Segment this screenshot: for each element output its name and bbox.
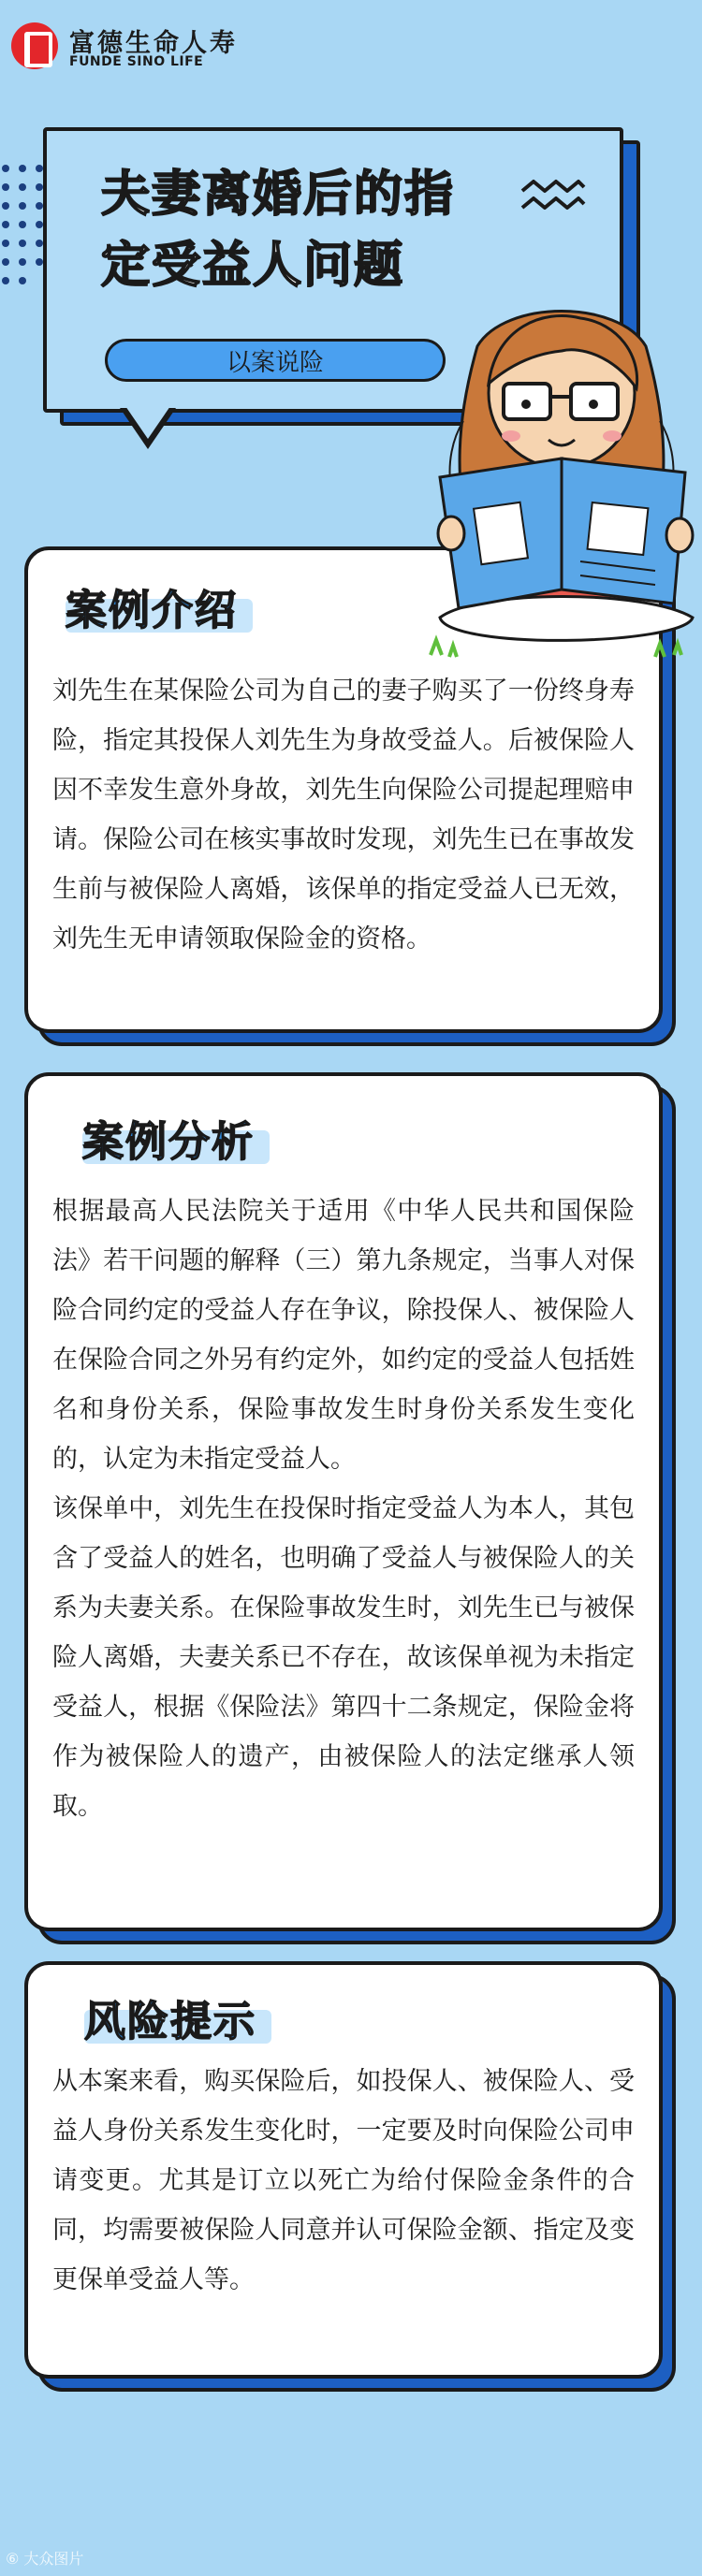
paragraph: 刘先生在某保险公司为自己的妻子购买了一份终身寿险，指定其投保人刘先生为身故受益人。后被保险人因不幸发生意外身故，刘先生向保险公司提起理赔申请。保险公司在核实事故时发现，刘先生已在事故发生前与被保险人离婚，该保单的指定受益人已无效，刘先生无申请领取保险金的资格。 [52, 677, 635, 953]
brand-name-en: FUNDE SINO LIFE [69, 54, 204, 69]
risk-tips-heading: 风险提示 [84, 1998, 256, 2045]
paragraph: 该保单中，刘先生在投保时指定受益人为本人，其包含了受益人的姓名，也明确了受益人与被保险人的关系为夫妻关系。在保险事故发生时，刘先生已与被保险人离婚，夫妻关系已不存在，故该保单视为未指定受益人，根据《保险法》第四十二条规定，保险金将作为被保险人的遗产，由被保险人的法定继承人领取。 [52, 1494, 635, 1821]
dot-pattern-decoration [0, 161, 43, 292]
watermark-text: ⑥ 大众图片 [6, 2550, 84, 2568]
case-analysis-body [52, 1186, 635, 1831]
girl-reading-illustration [421, 281, 702, 674]
zigzag-icon [520, 174, 586, 221]
title-tag: 以案说险 [105, 339, 446, 382]
brand-logo [11, 17, 283, 73]
page-title-line-1: 夫妻离婚后的指 [101, 167, 456, 223]
page-title-line-2: 定受益人问题 [101, 238, 405, 294]
speech-bubble-tail-inner [125, 406, 170, 439]
risk-tips-body [52, 2057, 635, 2305]
case-intro-body [52, 666, 635, 964]
case-analysis-card [24, 1072, 663, 1931]
risk-tips-card [24, 1961, 663, 2379]
case-intro-heading: 案例介绍 [66, 587, 238, 634]
brand-name-cn: 富德生命人寿 [69, 29, 238, 58]
brand-logo-icon [11, 22, 58, 69]
case-analysis-heading: 案例分析 [82, 1118, 255, 1166]
paragraph: 从本案来看，购买保险后，如投保人、被保险人、受益人身份关系发生变化时，一定要及时向保险公司申请变更。尤其是订立以死亡为给付保险金条件的合同，均需要被保险人同意并认可保险金额、指定及变更保单受益人等。 [52, 2067, 635, 2294]
paragraph: 根据最高人民法院关于适用《中华人民共和国保险法》若干问题的解释（三）第九条规定，当事人对保险合同约定的受益人存在争议，除投保人、被保险人在保险合同之外另有约定外，如约定的受益人包括姓名和身份关系，保险事故发生时身份关系发生变化的，认定为未指定受益人。 [52, 1197, 635, 1474]
